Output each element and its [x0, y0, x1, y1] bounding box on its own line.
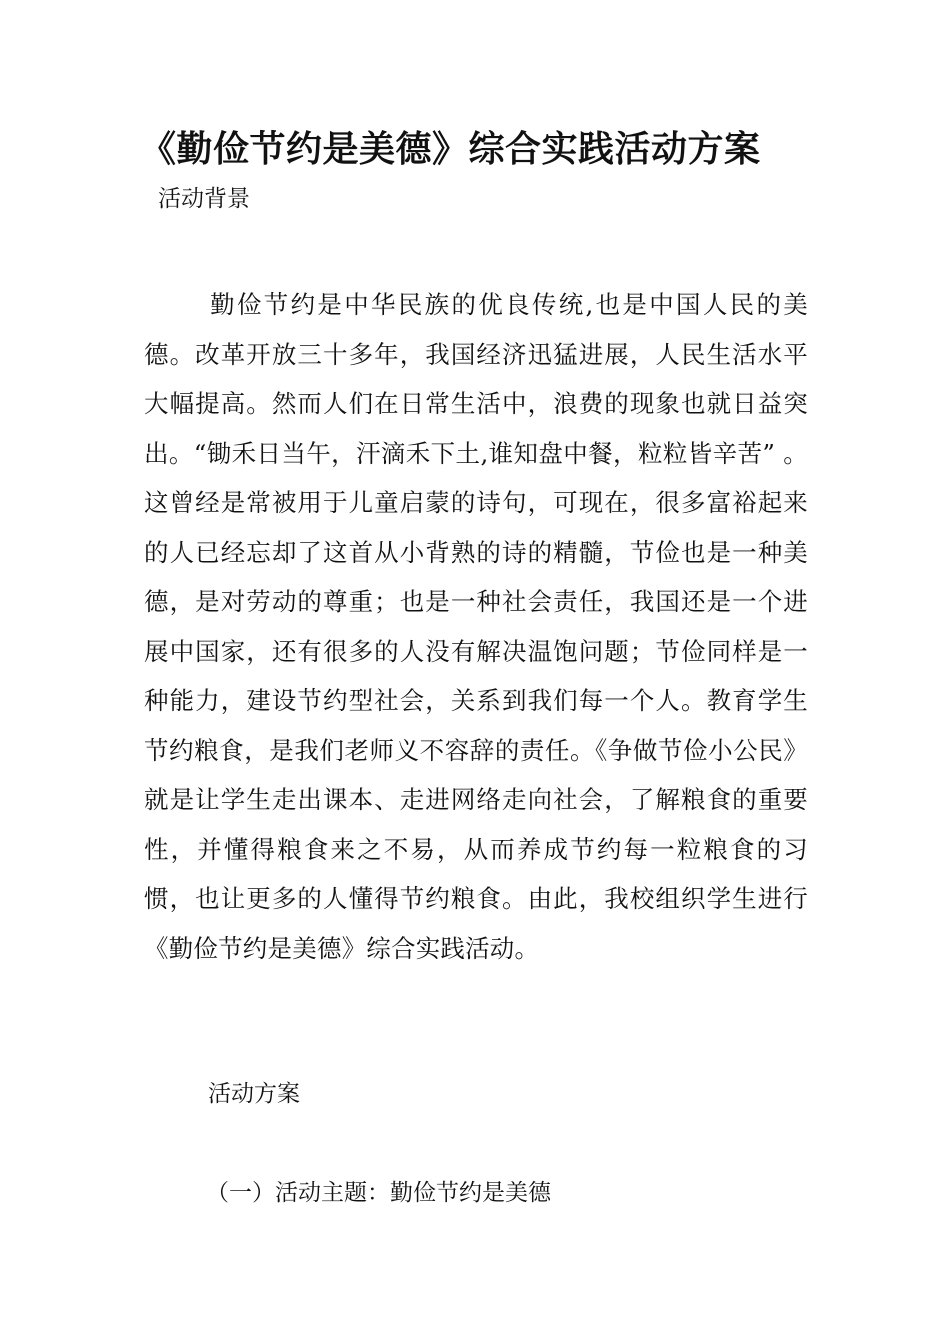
- section-heading-background: 活动背景: [158, 186, 250, 212]
- document-title: 《勤俭节约是美德》综合实践活动方案: [140, 129, 761, 170]
- activity-theme-line: （一）活动主题：勤俭节约是美德: [206, 1180, 551, 1206]
- section-heading-plan: 活动方案: [208, 1081, 300, 1107]
- background-paragraph: 勤俭节约是中华民族的优良传统,也是中国人民的美德。改革开放三十多年，我国经济迅猛进展，人民生活水平大幅提高。然而人们在日常生活中，浪费的现象也就日益突出。“锄禾日当午，汗滴禾下土,谁知盘中餐，粒粒皆辛苦” 。这曾经是常被用于儿童启蒙的诗句，可现在，很多富裕起来的人已经忘却了这首从小背熟的诗的精髓，节俭也是一种美德，是对劳动的尊重；也是一种社会责任，我国还是一个进展中国家，还有很多的人没有解决温饱问题；节俭同样是一种能力，建设节约型社会，关系到我们每一个人。教育学生节约粮食，是我们老师义不容辞的责任。《争做节俭小公民》就是让学生走出课本、走进网络走向社会，了解粮食的重要性，并懂得粮食来之不易，从而养成节约每一粒粮食的习惯，也让更多的人懂得节约粮食。由此，我校组织学生进行《勤俭节约是美德》综合实践活动。: [144, 290, 808, 963]
